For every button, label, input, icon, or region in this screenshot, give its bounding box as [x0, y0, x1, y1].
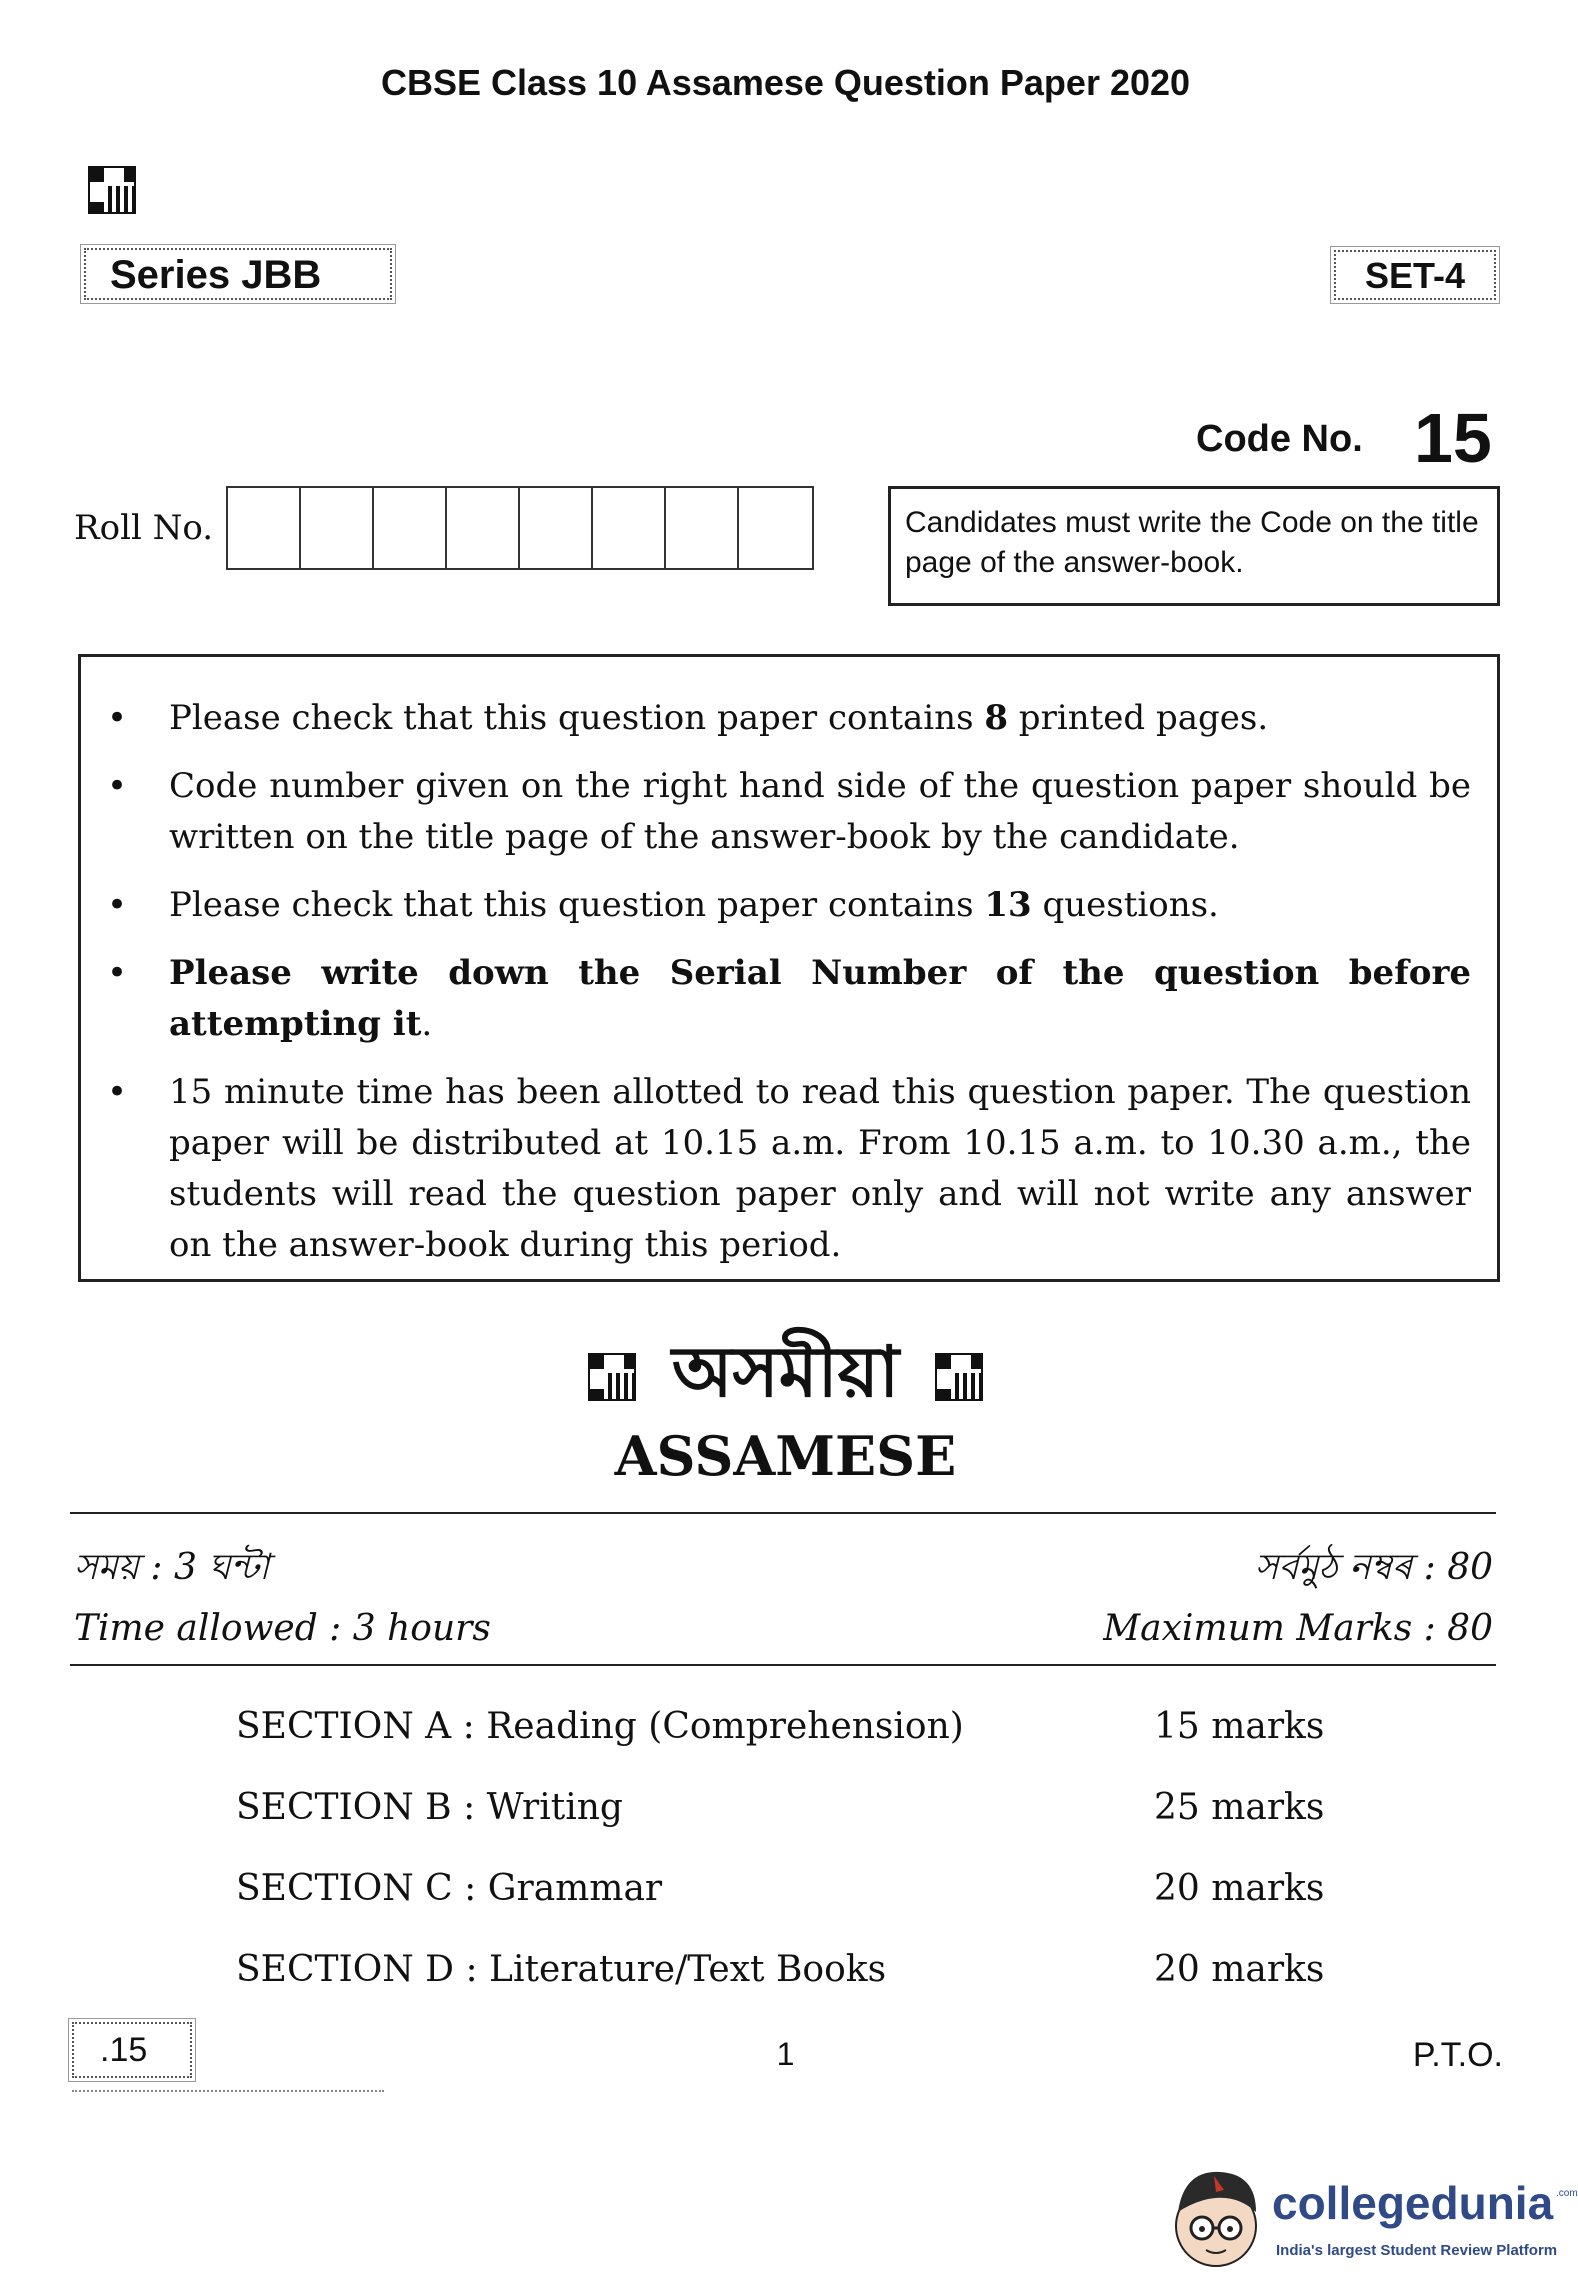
- section-row: [236, 1706, 1336, 1747]
- code-instruction-note: Candidates must write the Code on the title page of the answer-book.: [888, 486, 1500, 606]
- bullet-icon: •: [107, 766, 128, 806]
- section-marks: 25 marks: [1154, 1787, 1325, 1828]
- bullet-icon: •: [107, 1072, 128, 1112]
- roll-number-box[interactable]: [666, 488, 739, 568]
- section-name: SECTION B : Writing: [236, 1787, 623, 1828]
- section-row: [236, 1787, 1336, 1828]
- section-row: [236, 1949, 1336, 1990]
- subject-native-name: অসমীয়া: [671, 1331, 900, 1413]
- section-marks: 15 marks: [1154, 1706, 1325, 1747]
- page-number: 1: [776, 2036, 795, 2072]
- set-label: SET-4: [1334, 250, 1496, 300]
- divider: [70, 1512, 1496, 1514]
- bullet-icon: •: [107, 953, 128, 993]
- roll-number-box[interactable]: [447, 488, 520, 568]
- bullet-icon: •: [107, 885, 128, 925]
- instruction-item: • Please check that this question paper contains 8 printed pages.: [107, 693, 1471, 744]
- qr-code-icon: [935, 1353, 983, 1401]
- max-marks: Maximum Marks : 80: [1103, 1608, 1493, 1649]
- code-number: 15: [1414, 399, 1492, 477]
- code-label: Code No.: [1196, 418, 1363, 460]
- instruction-item: • Please check that this question paper contains 13 questions.: [107, 880, 1471, 931]
- roll-number-box[interactable]: [301, 488, 374, 568]
- subject-heading: [0, 1318, 1571, 1435]
- roll-number-box[interactable]: [520, 488, 593, 568]
- section-marks: 20 marks: [1154, 1949, 1325, 1990]
- brand-domain: .com: [1556, 2188, 1578, 2199]
- roll-number-label: Roll No.: [74, 508, 214, 548]
- mascot-icon: [1176, 2172, 1256, 2266]
- section-marks: 20 marks: [1154, 1868, 1325, 1909]
- section-row: [236, 1868, 1336, 1909]
- instruction-item: • Please write down the Serial Number of the question before attempting it.: [107, 948, 1471, 1050]
- document-title: CBSE Class 10 Assamese Question Paper 2020: [380, 62, 1191, 103]
- section-name: SECTION D : Literature/Text Books: [236, 1949, 887, 1990]
- instruction-item: • Code number given on the right hand side of the question paper should be written on the title page of the answer-book by the candidate.: [107, 761, 1471, 863]
- time-allowed: Time allowed : 3 hours: [74, 1608, 491, 1649]
- roll-number-boxes: [226, 486, 814, 570]
- page-code: .15: [72, 2022, 192, 2078]
- bullet-icon: •: [107, 698, 128, 738]
- brand-name: collegedunia: [1272, 2177, 1554, 2229]
- subject-english-name: ASSAMESE: [614, 1424, 957, 1488]
- roll-number-box[interactable]: [374, 488, 447, 568]
- roll-number-box[interactable]: [593, 488, 666, 568]
- section-name: SECTION C : Grammar: [236, 1868, 663, 1909]
- time-allowed-native: সময় : 3 ঘন্টা: [74, 1547, 270, 1588]
- brand-tagline: India's largest Student Review Platform: [1276, 2242, 1558, 2259]
- roll-number-box[interactable]: [228, 488, 301, 568]
- qr-code-icon: [588, 1353, 636, 1401]
- divider: [70, 1664, 1496, 1666]
- general-instructions: [78, 654, 1500, 1282]
- pto-label: P.T.O.: [1412, 2036, 1503, 2074]
- roll-number-box[interactable]: [739, 488, 812, 568]
- series-label: Series JBB: [84, 248, 392, 300]
- instruction-item: • 15 minute time has been allotted to read this question paper. The question paper will be distributed at 10.15 a.m. From 10.15 a.m. to 10.30 a.m., the students will read the question paper only and will not write any answer on the answer-book during this period.: [107, 1067, 1471, 1271]
- max-marks-native: সৰ্বমুঠ নম্বৰ : 80: [1254, 1547, 1493, 1588]
- qr-code-icon: [88, 166, 136, 214]
- section-name: SECTION A : Reading (Comprehension): [236, 1706, 964, 1747]
- divider: [72, 2090, 384, 2092]
